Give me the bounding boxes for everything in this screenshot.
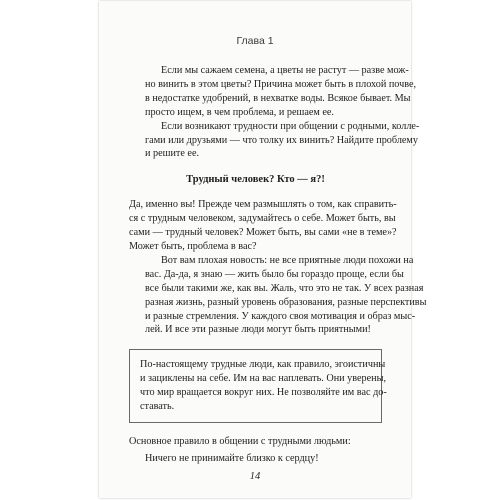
text-line: в недостатке удобрений, в нехватке воды. Всякое бывает. Мы	[145, 92, 411, 104]
chapter-header: Глава 1	[236, 35, 274, 47]
text-line: и зациклены на себе. Им на вас наплевать. Они уверены,	[140, 373, 386, 385]
text-line: Ничего не принимайте близко к сердцу!	[145, 452, 319, 464]
section-heading: Трудный человек? Кто — я?!	[186, 174, 325, 186]
text-line: Если мы сажаем семена, а цветы не растут — разве мож-	[161, 65, 409, 76]
text-line: Если возникают трудности при общении с родными, колле-	[161, 120, 420, 132]
book-page	[99, 1, 427, 498]
paragraph-1	[129, 64, 417, 120]
text-line: но винить в этом цветы? Причина может быть в плохой почве,	[145, 78, 417, 90]
text-line: ставать.	[140, 401, 175, 413]
paragraph-4	[129, 254, 427, 337]
text-line: и разные стремления. У каждого своя мотивация и образ мыс-	[145, 310, 416, 322]
text-line: сами — трудный человек? Может быть, вы сами «не в теме»?	[129, 227, 397, 239]
text-line: вас. Да-да, я знаю — жить было бы гораздо проще, если бы	[145, 268, 404, 280]
text-line: По-настоящему трудные люди, как правило, эгоистичны	[140, 359, 386, 371]
page-body	[129, 64, 427, 466]
callout-box	[129, 349, 387, 423]
text-line: что мир вращается вокруг них. Не позволяйте им вас до-	[140, 387, 387, 399]
paragraph-3	[129, 198, 397, 254]
paragraph-2	[129, 120, 420, 162]
rule-text	[129, 452, 382, 466]
text-line: Да, именно вы! Прежде чем размышлять о том, как справить-	[129, 199, 397, 211]
text-line: ся с трудным человеком, задумайтесь о себе. Может быть, вы	[129, 213, 396, 225]
page-number: 14	[249, 471, 261, 482]
text-line: разная жизнь, разный уровень образования, разные перспективы	[145, 296, 427, 308]
text-line: Вот вам плохая новость: не все приятные люди похожи на	[161, 254, 414, 266]
text-line: Основное правило в общении с трудными людьми:	[129, 435, 351, 447]
text-line: и решите ее.	[145, 148, 200, 160]
text-line: гами или друзьями — что толку их винить? Найдите проблему	[145, 134, 418, 146]
text-line: Может быть, проблема в вас?	[129, 240, 257, 252]
text-line: лей. И все эти разные люди могут быть приятными!	[145, 324, 371, 336]
text-line: все были такими же, как вы. Жаль, что это не так. У всех разная	[145, 282, 424, 294]
rule-intro	[129, 435, 382, 449]
text-line: просто ищем, в чем проблема, и решаем ее.	[145, 106, 334, 118]
